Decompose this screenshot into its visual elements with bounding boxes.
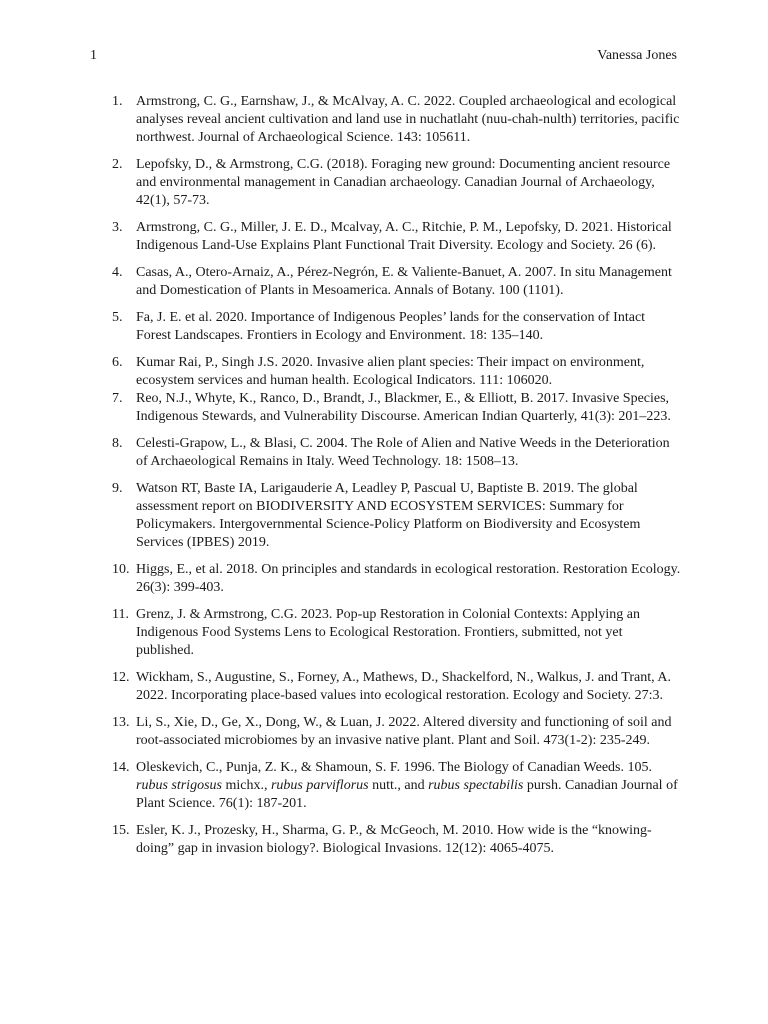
reference-item [112,354,682,390]
reference-item [112,390,682,426]
reference-number: 2. [112,157,123,172]
reference-number: 9. [112,481,123,496]
reference-text [136,561,682,597]
reference-text [136,354,682,390]
reference-item [112,264,682,300]
reference-number: 4. [112,265,123,280]
reference-text-segment: michx., [221,778,271,793]
reference-text [136,822,682,858]
reference-number: 1. [112,94,123,109]
reference-text-segment: Lepofsky, D., & Armstrong, C.G. (2018). Foraging new ground: Documenting ancient resource and environmental management in Canadian archaeology. Canadian Journal of Archaeology, 42(1), 57-73. [136,157,671,208]
species-name-italic: rubus parviflorus [270,778,369,793]
reference-item [112,561,682,597]
reference-number: 8. [112,436,123,451]
reference-text-segment: Li, S., Xie, D., Ge, X., Dong, W., & Luan, J. 2022. Altered diversity and functioning of soil and root-associated microbiomes by an invasive native plant. Plant and Soil. 473(1-2): 235-249. [136,715,672,748]
reference-item [112,669,682,705]
reference-number: 15. [112,823,130,838]
reference-item [112,309,682,345]
reference-text-segment: Fa, J. E. et al. 2020. Importance of Indigenous Peoples’ lands for the conservation of Intact Forest Landscapes. Frontiers in Ecology and Environment. 18: 135–140. [136,310,646,343]
reference-item [112,480,682,552]
reference-text [136,759,682,813]
reference-text-segment: Wickham, S., Augustine, S., Forney, A., Mathews, D., Shackelford, N., Walkus, J. and Trant, A. 2022. Incorporating place-based values into ecological restoration. Ecology and Society. 27:3. [136,670,671,703]
reference-number: 7. [112,391,123,406]
reference-text [136,480,682,552]
author-name: Vanessa Jones [597,48,677,63]
reference-number: 5. [112,310,123,325]
reference-item [112,219,682,255]
reference-text-segment: Grenz, J. & Armstrong, C.G. 2023. Pop-up Restoration in Colonial Contexts: Applying an Indigenous Food Systems Lens to Ecological Restoration. Frontiers, submitted, not yet published. [136,607,640,658]
reference-list [112,93,682,858]
reference-text [136,309,682,345]
reference-text [136,264,682,300]
reference-number: 13. [112,715,130,730]
reference-text-segment: pursh. Canadian Journal of Plant Science. 76(1): 187-201. [136,778,678,811]
reference-text [136,435,682,471]
reference-item [112,606,682,660]
reference-text-segment: Casas, A., Otero-Arnaiz, A., Pérez-Negrón, E. & Valiente-Banuet, A. 2007. In situ Management and Domestication of Plants in Mesoamerica. Annals of Botany. 100 (1101). [136,265,672,298]
reference-item [112,156,682,210]
species-name-italic: rubus strigosus [136,778,222,793]
reference-text [136,93,682,147]
reference-text [136,219,682,255]
reference-text [136,714,682,750]
reference-item [112,759,682,813]
reference-text-segment: Esler, K. J., Prozesky, H., Sharma, G. P., & McGeoch, M. 2010. How wide is the “knowing-doing” gap in invasion biology?. Biological Invasions. 12(12): 4065-4075. [136,823,652,856]
reference-text [136,156,682,210]
species-name-italic: rubus spectabilis [428,778,524,793]
reference-item [112,822,682,858]
reference-text-segment: Kumar Rai, P., Singh J.S. 2020. Invasive alien plant species: Their impact on environment, ecosystem services and human health. Ecological Indicators. 111: 106020. [136,355,645,388]
reference-number: 12. [112,670,130,685]
reference-text-segment: Armstrong, C. G., Earnshaw, J., & McAlvay, A. C. 2022. Coupled archaeological and ecological analyses reveal ancient cultivation and land use in nuchatlaht (nuu-chah-nulth) territories, pacific northwest. Journal of Archaeological Science. 143: 105611. [136,94,680,145]
reference-number: 6. [112,355,123,370]
reference-number: 11. [112,607,129,622]
reference-number: 3. [112,220,123,235]
reference-text-segment: Reo, N.J., Whyte, K., Ranco, D., Brandt, J., Blackmer, E., & Elliott, B. 2017. Invasive Species, Indigenous Stewards, and Vulnerability Discourse. American Indian Quarterly, 41(3): 201–223. [136,391,671,424]
reference-text-segment: Watson RT, Baste IA, Larigauderie A, Leadley P, Pascual U, Baptiste B. 2019. The global assessment report on BIODIVERSITY AND ECOSYSTEM SERVICES: Summary for Policymakers. Intergovernmental Science-Policy Platform on Biodiversity and Ecosystem Services (IPBES) 2019. [136,481,641,550]
reference-text-segment: Celesti-Grapow, L., & Blasi, C. 2004. The Role of Alien and Native Weeds in the Deterioration of Archaeological Remains in Italy. Weed Technology. 18: 1508–13. [136,436,670,469]
reference-text-segment: Higgs, E., et al. 2018. On principles and standards in ecological restoration. Restoration Ecology. 26(3): 399-403. [136,562,681,595]
reference-text-segment: Oleskevich, C., Punja, Z. K., & Shamoun, S. F. 1996. The Biology of Canadian Weeds. 105. [136,760,652,775]
reference-text [136,669,682,705]
reference-text-segment: nutt., and [368,778,429,793]
reference-number: 14. [112,760,130,775]
reference-text [136,606,682,660]
reference-item [112,93,682,147]
reference-text-segment: Armstrong, C. G., Miller, J. E. D., Mcalvay, A. C., Ritchie, P. M., Lepofsky, D. 2021. Historical Indigenous Land-Use Explains Plant Functional Trait Diversity. Ecology and Society. 26 (6). [136,220,672,253]
reference-text [136,390,682,426]
reference-item [112,714,682,750]
reference-item [112,435,682,471]
page-number: 1 [90,48,97,63]
reference-number: 10. [112,562,130,577]
